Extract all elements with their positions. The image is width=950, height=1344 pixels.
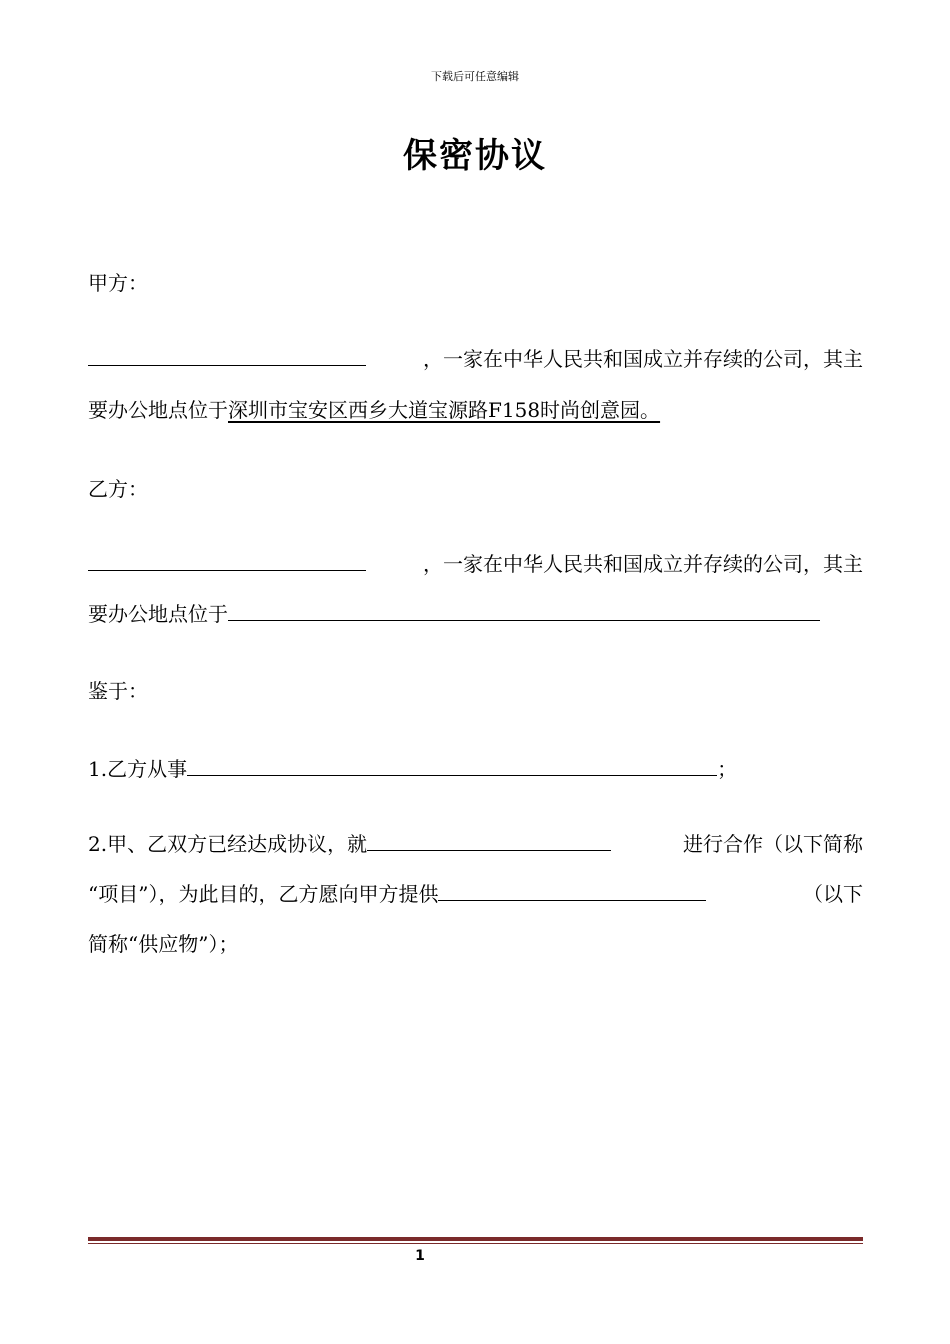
item-1-business-blank: [187, 755, 717, 776]
whereas-item-2-line-3: 简称“供应物”）；: [88, 932, 239, 956]
party-a-address: 深圳市宝安区西乡大道宝源路F158时尚创意园。: [228, 398, 661, 422]
whereas-label: 鉴于：: [88, 679, 148, 703]
party-b-name-blank: [88, 550, 366, 571]
party-a-name-blank: [88, 345, 366, 366]
item-2-mid: 进行合作（以下简称: [683, 832, 863, 856]
item-2-supply-blank: [438, 880, 706, 901]
item-1-prefix: 1.乙方从事: [88, 757, 188, 781]
whereas-item-2-line-2: [88, 880, 863, 908]
item-2-line-2-prefix: “项目”），为此目的，乙方愿向甲方提供: [88, 882, 439, 906]
whereas-item-1: [88, 755, 863, 783]
item-2-line-2-suffix: （以下: [803, 882, 863, 906]
party-b-address-blank: [228, 600, 820, 621]
party-b-line-1: [88, 550, 863, 578]
party-a-description: ，一家在中华人民共和国成立并存续的公司，其主: [423, 347, 863, 371]
party-a-label: 甲方：: [88, 271, 148, 295]
party-a-line-2: [88, 396, 863, 424]
footer-rule: [88, 1237, 863, 1241]
party-a-address-prefix: 要办公地点位于: [88, 398, 228, 422]
page-title: 保密协议: [403, 136, 547, 176]
party-a-line-1: [88, 345, 863, 373]
party-b-description: ，一家在中华人民共和国成立并存续的公司，其主: [423, 552, 863, 576]
footer-rule-thin: [88, 1243, 863, 1244]
item-2-project-blank: [367, 830, 611, 851]
item-1-suffix: ；: [717, 757, 738, 781]
header-note: 下载后可任意编辑: [431, 70, 519, 83]
whereas-item-2-line-1: [88, 830, 863, 858]
party-b-line-2: [88, 600, 863, 628]
party-b-address-prefix: 要办公地点位于: [88, 602, 228, 626]
item-2-prefix: 2.甲、乙双方已经达成协议，就: [88, 832, 368, 856]
party-b-label: 乙方：: [88, 477, 148, 501]
page-number: 1: [415, 1248, 425, 1264]
